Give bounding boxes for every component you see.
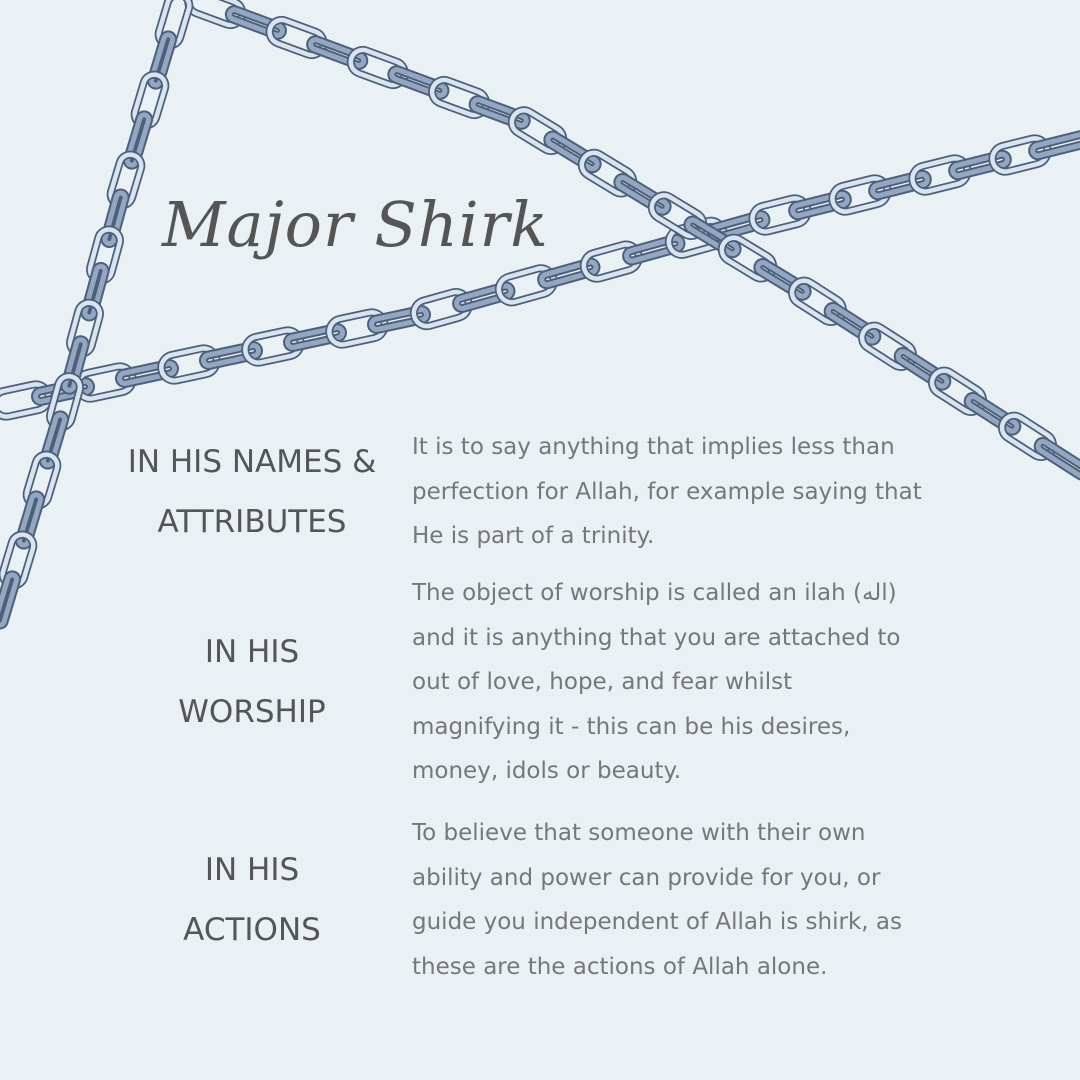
heading-line: ACTIONS [183, 912, 321, 948]
heading-line: IN HIS [204, 852, 300, 888]
description-line: money, idols or beauty. [412, 758, 682, 784]
heading-line: WORSHIP [178, 694, 326, 730]
section-heading-names-attributes [102, 432, 402, 552]
description-line: To believe that someone with their own [412, 820, 866, 846]
description-line: It is to say anything that implies less than [412, 434, 895, 460]
heading-line: ATTRIBUTES [157, 504, 347, 540]
chain-link [0, 574, 18, 626]
description-line: He is part of a trinity. [412, 523, 655, 549]
description-line: these are the actions of Allah alone. [412, 953, 828, 980]
heading-line: IN HIS [204, 634, 300, 670]
description-line: out of love, hope, and fear whilst [412, 669, 793, 695]
section-heading-actions [102, 840, 402, 960]
section-heading-worship [102, 622, 402, 742]
section-description-names-attributes [412, 425, 1062, 559]
page-title: Major Shirk [162, 188, 549, 261]
description-line: ability and power can provide for you, or [412, 864, 881, 891]
description-line: perfection for Allah, for example saying that [412, 478, 922, 505]
section-description-worship [412, 571, 1062, 794]
description-line: and it is anything that you are attached to [412, 624, 901, 651]
description-line: magnifying it - this can be his desires, [412, 713, 851, 740]
description-line: guide you independent of Allah is shirk, as [412, 909, 902, 935]
description-line: The object of worship is called an ilah (اله) [412, 580, 897, 606]
heading-line: IN HIS NAMES & [127, 444, 377, 480]
section-description-actions [412, 811, 1062, 989]
